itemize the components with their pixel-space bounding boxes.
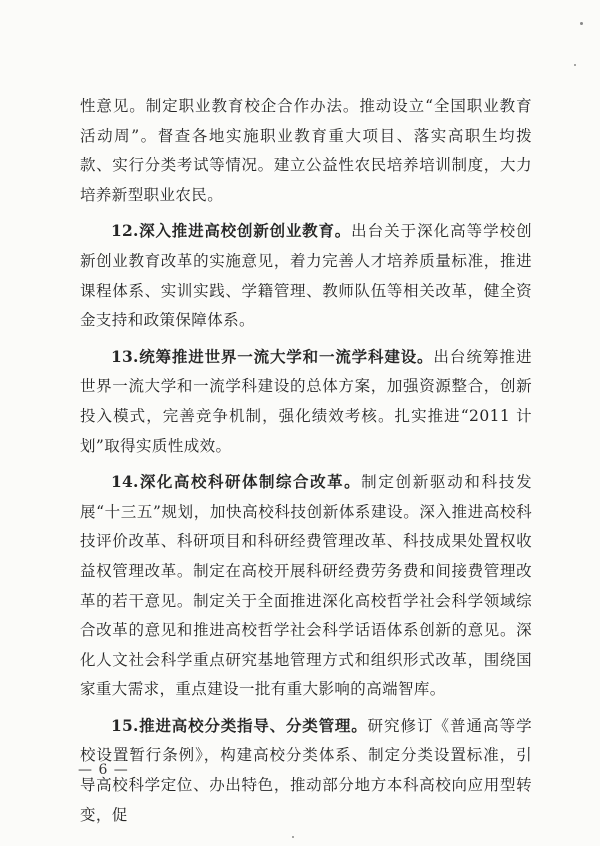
paragraph-body: 制定创新驱动和科技发展“十三五”规划，加快高校科技创新体系建设。深入推进高校科技评价改革、科研项目和科研经费管理改革、科技成果处置权收益权管理改革。制定在高校开展科研经费劳务费和间接费管理改革的若干意见。制定关于全面推进深化高校哲学社会科学领域综合改革的意见和推进高校哲学社会科学话语体系创新的意见。深化人文社会科学重点研究基地管理方式和组织形式改革，围绕国家重大需求，重点建设一批有重大影响的高端智库。 <box>80 473 532 699</box>
item-heading: 12.深入推进高校创新创业教育。 <box>111 221 352 241</box>
paragraph-item-15 <box>80 711 532 830</box>
scan-speck <box>292 836 294 838</box>
paragraph-body: 研究修订《普通高等学校设置暂行条例》，构建高校分类体系、制定分类设置标准，引导高校科学定位、办出特色，推动部分地方本科高校向应用型转变，促 <box>80 716 532 824</box>
item-heading: 14.深化高校科研体制综合改革。 <box>111 472 362 492</box>
paragraph-body: 出台统筹推进世界一流大学和一流学科建设的总体方案，加强资源整合，创新投入模式，完善竞争机制，强化绩效考核。扎实推进“2011 计划”取得实质性成效。 <box>80 347 533 455</box>
scan-speck <box>574 64 576 66</box>
item-heading: 15.推进高校分类指导、分类管理。 <box>111 715 368 735</box>
document-body <box>80 92 532 836</box>
page-number: — 6 — <box>78 762 129 778</box>
paragraph-continuation <box>80 92 532 210</box>
item-heading: 13.统筹推进世界一流大学和一流学科建设。 <box>111 346 434 366</box>
paragraph-body: 性意见。制定职业教育校企合作办法。推动设立“全国职业教育活动周”。督查各地实施职业教育重大项目、落实高职生均拨款、实行分类考试等情况。建立公益性农民培养培训制度，大力培养新型职业农民。 <box>80 97 532 204</box>
paragraph-body: 出台关于深化高等学校创新创业教育改革的实施意见，着力完善人才培养质量标准，推进课程体系、实训实践、学籍管理、教师队伍等相关改革，健全资金支持和政策保障体系。 <box>80 222 533 330</box>
paragraph-item-14 <box>80 467 532 705</box>
scan-speck <box>580 22 583 25</box>
paragraph-item-12 <box>80 216 532 335</box>
paragraph-item-13 <box>80 342 532 461</box>
